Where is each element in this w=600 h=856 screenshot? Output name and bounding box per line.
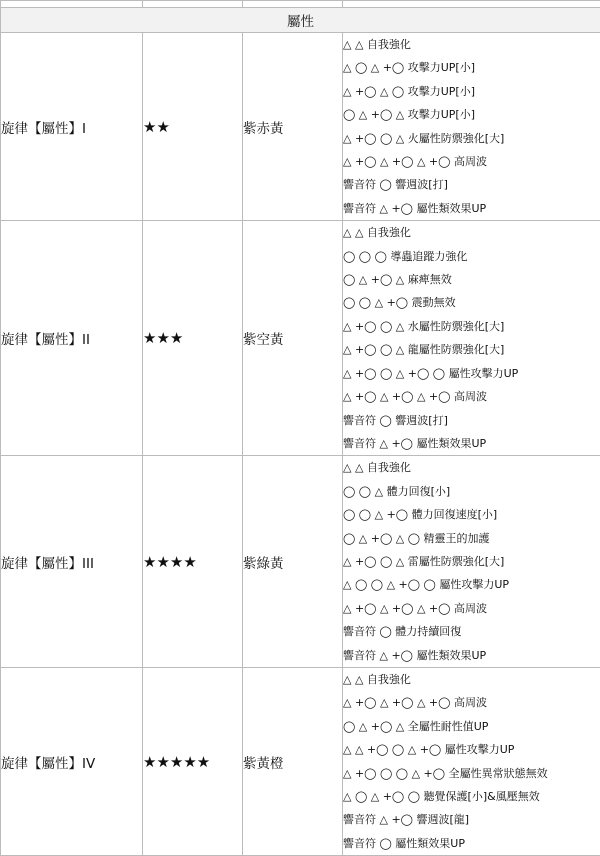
- effects-list: [343, 33, 600, 221]
- effect-item: △ +◯ ◯ △ 火屬性防禦強化[大]: [343, 127, 600, 150]
- rarity-stars: ★★★★: [143, 456, 243, 668]
- effect-item: △ +◯ △ +◯ △ +◯ 高周波: [343, 691, 600, 714]
- melody-row: [1, 221, 600, 456]
- rarity-stars: ★★★★★: [143, 667, 243, 855]
- effect-item: △ +◯ △ ◯ 攻擊力UP[小]: [343, 80, 600, 103]
- melody-name: 旋律【屬性】I: [1, 33, 143, 221]
- effect-item: 響音符 △ +◯ 響週波[龍]: [343, 808, 600, 831]
- effect-item: △ △ 自我強化: [343, 668, 600, 691]
- effect-item: 響音符 ◯ 響週波[打]: [343, 409, 600, 432]
- effect-item: ◯ ◯ △ 體力回復[小]: [343, 480, 600, 503]
- effects-list: [343, 221, 600, 456]
- effect-item: 響音符 △ +◯ 屬性類效果UP: [343, 644, 600, 667]
- effect-item: △ △ +◯ ◯ △ +◯ 屬性攻擊力UP: [343, 738, 600, 761]
- effect-item: △ ◯ △ +◯ ◯ 聽覺保護[小]&風壓無效: [343, 785, 600, 808]
- effect-item: △ +◯ ◯ ◯ △ +◯ 全屬性異常狀態無效: [343, 762, 600, 785]
- effect-item: △ +◯ ◯ △ 水屬性防禦強化[大]: [343, 315, 600, 338]
- melody-name: 旋律【屬性】III: [1, 456, 143, 668]
- effect-item: △ +◯ △ +◯ △ +◯ 高周波: [343, 597, 600, 620]
- effect-item: ◯ △ +◯ △ 攻擊力UP[小]: [343, 103, 600, 126]
- top-strip-row: [1, 1, 600, 8]
- rarity-stars: ★★★: [143, 221, 243, 456]
- effect-item: △ △ 自我強化: [343, 33, 600, 56]
- effect-item: 響音符 ◯ 響週波[打]: [343, 173, 600, 196]
- effect-item: △ +◯ △ +◯ △ +◯ 高周波: [343, 385, 600, 408]
- effect-item: 響音符 △ +◯ 屬性類效果UP: [343, 197, 600, 220]
- note-colors: 紫空黃: [243, 221, 343, 456]
- effect-item: 響音符 ◯ 體力持續回復: [343, 620, 600, 643]
- melody-row: [1, 33, 600, 221]
- effect-item: △ +◯ △ +◯ △ +◯ 高周波: [343, 150, 600, 173]
- note-colors: 紫綠黃: [243, 456, 343, 668]
- melody-row: [1, 667, 600, 855]
- effect-item: △ ◯ △ +◯ 攻擊力UP[小]: [343, 56, 600, 79]
- effect-item: ◯ △ +◯ △ ◯ 精靈王的加護: [343, 527, 600, 550]
- effect-item: 響音符 △ +◯ 屬性類效果UP: [343, 432, 600, 455]
- effect-item: ◯ △ +◯ △ 麻痺無效: [343, 268, 600, 291]
- effect-item: ◯ ◯ △ +◯ 震動無效: [343, 291, 600, 314]
- note-colors: 紫赤黃: [243, 33, 343, 221]
- section-header-row: [1, 8, 600, 33]
- effects-list: [343, 456, 600, 668]
- effect-item: 響音符 ◯ 屬性類效果UP: [343, 832, 600, 855]
- melody-name: 旋律【屬性】IV: [1, 667, 143, 855]
- effect-item: △ +◯ ◯ △ 雷屬性防禦強化[大]: [343, 550, 600, 573]
- section-header: 屬性: [1, 8, 600, 33]
- effect-item: ◯ △ +◯ △ 全屬性耐性值UP: [343, 715, 600, 738]
- effect-item: △ △ 自我強化: [343, 456, 600, 479]
- note-colors: 紫黃橙: [243, 667, 343, 855]
- effect-item: △ +◯ ◯ △ 龍屬性防禦強化[大]: [343, 338, 600, 361]
- rarity-stars: ★★: [143, 33, 243, 221]
- effect-item: △ ◯ ◯ △ +◯ ◯ 屬性攻擊力UP: [343, 573, 600, 596]
- effect-item: ◯ ◯ ◯ 導蟲追蹤力強化: [343, 245, 600, 268]
- effect-item: △ +◯ ◯ △ +◯ ◯ 屬性攻擊力UP: [343, 362, 600, 385]
- effect-item: ◯ ◯ △ +◯ 體力回復速度[小]: [343, 503, 600, 526]
- melody-row: [1, 456, 600, 668]
- effects-list: [343, 667, 600, 855]
- melody-name: 旋律【屬性】II: [1, 221, 143, 456]
- effect-item: △ △ 自我強化: [343, 221, 600, 244]
